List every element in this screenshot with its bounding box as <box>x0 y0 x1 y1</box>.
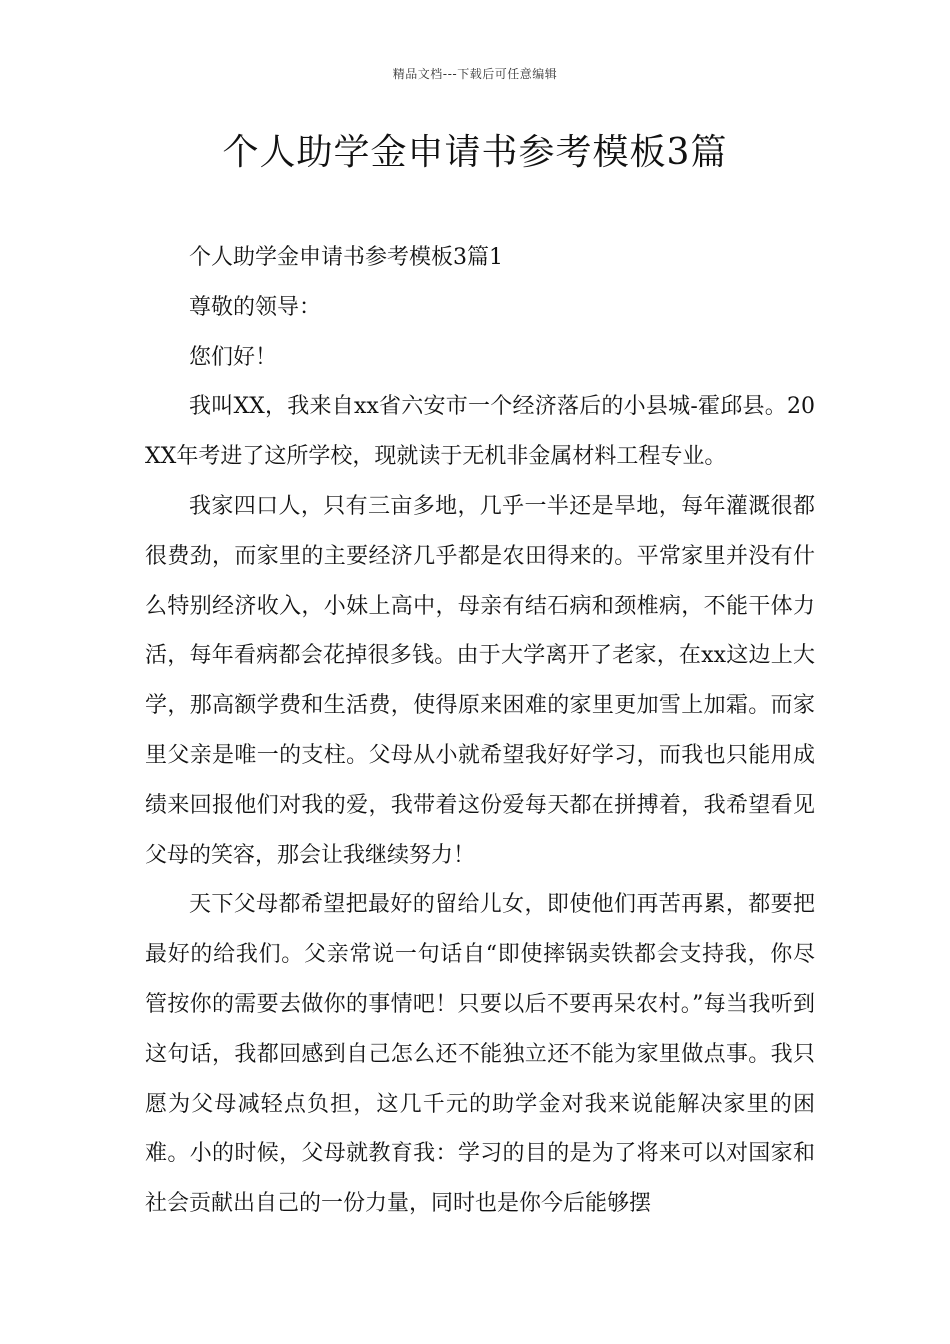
body-paragraph: 我叫XX，我来自xx省六安市一个经济落后的小县城-霍邱县。20XX年考进了这所学校，现就读于无机非金属材料工程专业。 <box>145 394 815 470</box>
document-title: 个人助学金申请书参考模板3篇 <box>222 132 728 173</box>
greeting: 您们好！ <box>189 344 278 370</box>
body-paragraph: 天下父母都希望把最好的留给儿女，即使他们再苦再累，都要把最好的给我们。父亲常说一句话自“即使摔锅卖铁都会支持我，你尽管按你的需要去做你的事情吧！只要以后不要再呆农村。”每当我听到这句话，我都回感到自己怎么还不能独立还不能为家里做点事。我只愿为父母减轻点负担，这几千元的助学金对我来说能解决家里的困难。小的时候，父母就教育我：学习的目的是为了将来可以对国家和社会贡献出自己的一份力量，同时也是你今后能够摆 <box>145 892 815 1217</box>
header-note: 精品文档---下载后可任意编辑 <box>392 67 558 81</box>
section-heading: 个人助学金申请书参考模板3篇1 <box>189 245 503 270</box>
salutation: 尊敬的领导： <box>189 294 322 320</box>
body-paragraph: 我家四口人，只有三亩多地，几乎一半还是旱地，每年灌溉很都很费劲，而家里的主要经济几乎都是农田得来的。平常家里并没有什么特别经济收入，小妹上高中，母亲有结石病和颈椎病，不能干体力活，每年看病都会花掉很多钱。由于大学离开了老家，在xx这边上大学，那高额学费和生活费，使得原来困难的家里更加雪上加霜。而家里父亲是唯一的支柱。父母从小就希望我好好学习，而我也只能用成绩来回报他们对我的爱，我带着这份爱每天都在拼搏着，我希望看见父母的笑容，那会让我继续努力！ <box>145 493 815 868</box>
document-body <box>145 233 815 1229</box>
